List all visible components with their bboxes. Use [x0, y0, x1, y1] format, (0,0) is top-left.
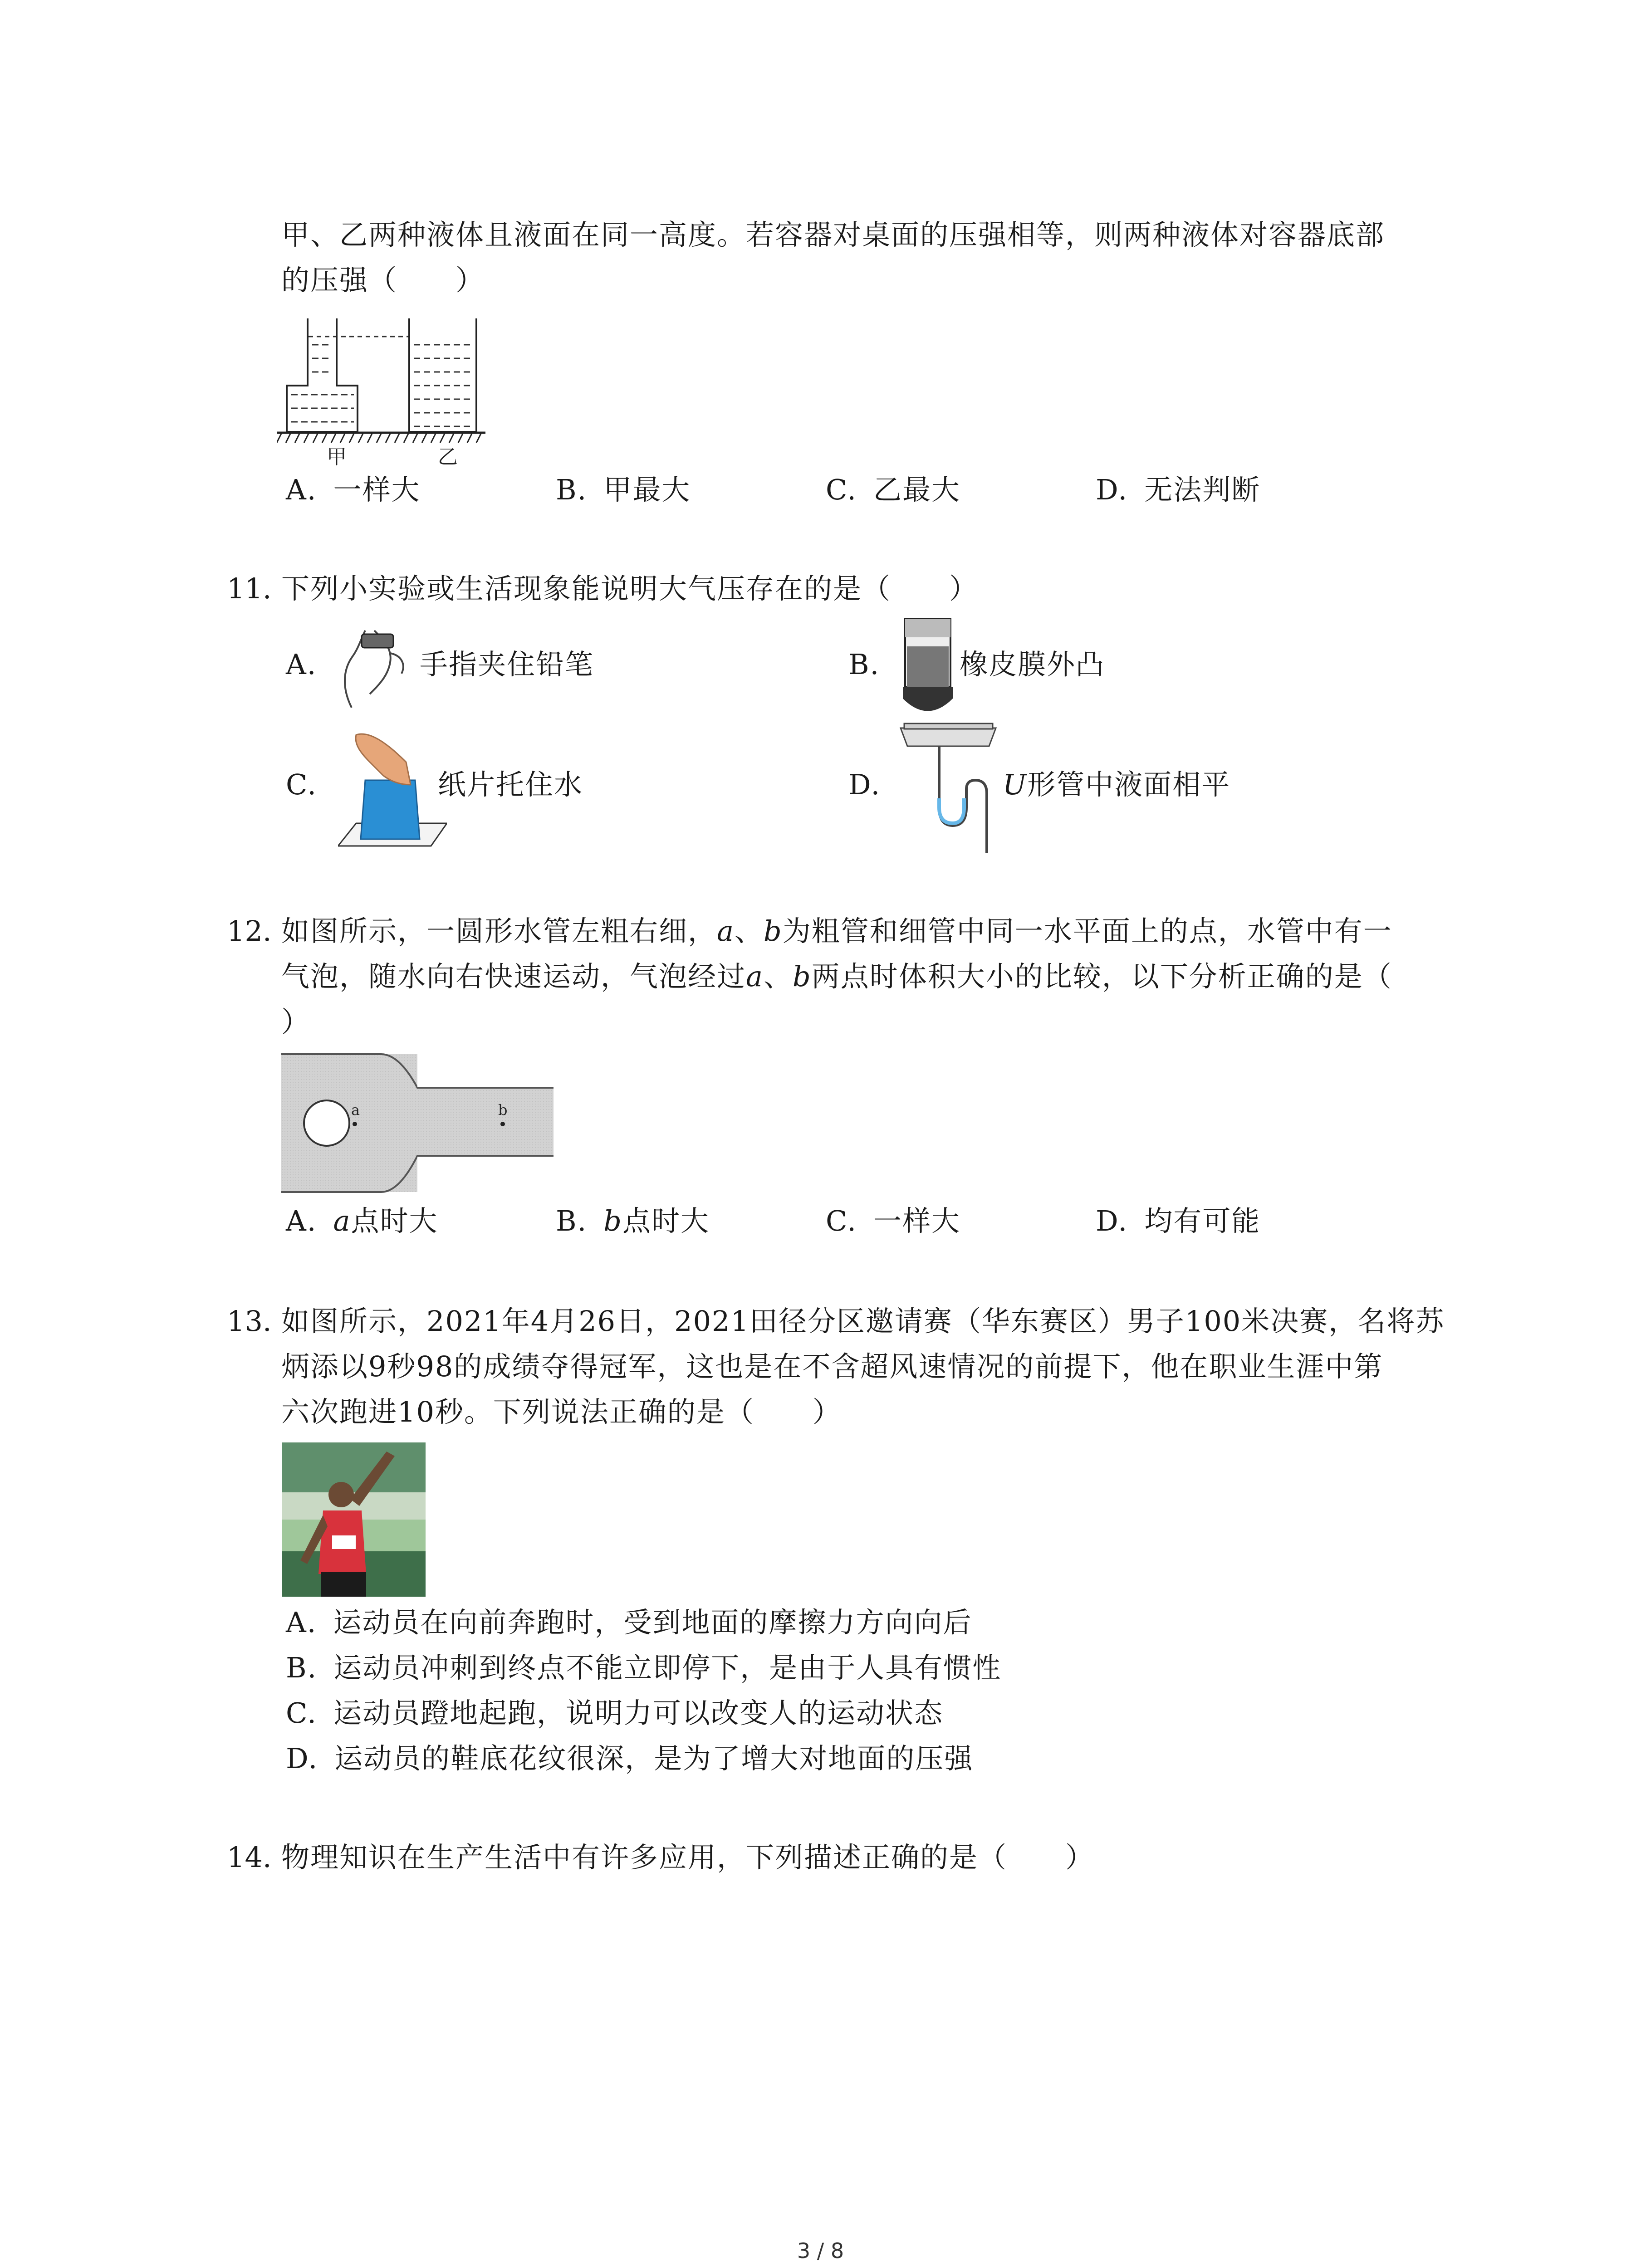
var-b: b — [764, 914, 783, 948]
q12-number: 12. — [227, 914, 272, 948]
option-text: 形管中液面相平 — [1027, 768, 1231, 801]
q13-option-d[interactable] — [286, 1740, 973, 1777]
membrane-tube-icon — [896, 615, 960, 723]
var-b: b — [603, 1204, 622, 1237]
option-letter: C. — [286, 1696, 317, 1730]
q11-option-d-letter[interactable]: D. — [848, 768, 881, 801]
q11-option-c-letter[interactable]: C. — [286, 768, 317, 801]
var-b: b — [793, 960, 812, 993]
option-letter: D. — [1096, 473, 1128, 506]
option-letter: A. — [286, 1606, 317, 1639]
option-letter: A. — [286, 473, 317, 506]
q11-option-a-text: 手指夹住铅笔 — [420, 648, 594, 681]
q11-number: 11. — [227, 572, 272, 605]
cup-paper-icon — [338, 726, 447, 853]
option-letter: B. — [556, 1204, 588, 1237]
option-text: 运动员蹬地起跑，说明力可以改变人的运动状态 — [333, 1696, 943, 1730]
option-letter: D. — [286, 1742, 318, 1775]
q13-stem-line1: 如图所示，2021年4月26日，2021田径分区邀请赛（华东赛区）男子100米决赛，名将苏 — [281, 1305, 1445, 1338]
page-number: 3 / 8 — [797, 2239, 844, 2263]
q10-option-c[interactable] — [826, 472, 960, 508]
u-tube-basin-icon — [896, 721, 1014, 853]
q12-option-d[interactable] — [1096, 1203, 1260, 1239]
q12-stem-line2 — [281, 958, 1392, 995]
option-letter: A. — [286, 1204, 317, 1237]
q10-label-jia: 甲 — [327, 445, 347, 469]
q11-option-c-text: 纸片托住水 — [438, 768, 583, 801]
option-text: 乙最大 — [873, 473, 960, 506]
option-letter: D. — [1096, 1204, 1128, 1237]
sprinter-photo — [282, 1442, 426, 1597]
option-text: 一样大 — [873, 1204, 960, 1237]
q12-option-c[interactable] — [826, 1203, 960, 1239]
q12-point-b-label: b — [498, 1101, 508, 1119]
option-text: 运动员的鞋底花纹很深，是为了增大对地面的压强 — [334, 1742, 974, 1775]
option-text: 运动员冲刺到终点不能立即停下，是由于人具有惯性 — [333, 1651, 1002, 1684]
q11-option-a-letter[interactable]: A. — [286, 648, 317, 681]
option-letter: B. — [556, 473, 588, 506]
q10-containers-figure — [277, 313, 485, 476]
q14-stem: 物理知识在生产生活中有许多应用，下列描述正确的是（ ） — [281, 1841, 1095, 1874]
q11-option-b-letter[interactable]: B. — [848, 648, 880, 681]
q13-stem-line2: 炳添以9秒98的成绩夺得冠军，这也是在不含超风速情况的前提下，他在职业生涯中第 — [281, 1350, 1383, 1383]
q13-number: 13. — [227, 1305, 272, 1338]
text-span: 、 — [763, 960, 793, 993]
q12-option-a[interactable] — [286, 1203, 438, 1239]
text-span: 气泡，随水向右快速运动，气泡经过 — [281, 960, 746, 993]
q10-option-a[interactable] — [286, 472, 421, 508]
q13-stem-line3: 六次跑进10秒。下列说法正确的是（ ） — [281, 1395, 842, 1428]
option-letter: B. — [286, 1651, 318, 1684]
q12-pipe-figure — [281, 1051, 554, 1201]
q11-option-d-text — [1003, 767, 1230, 803]
text-span: 如图所示，一圆形水管左粗右细， — [281, 914, 717, 948]
q13-option-a[interactable] — [286, 1604, 972, 1641]
q12-stem-line3: ） — [281, 1005, 311, 1038]
option-text: 无法判断 — [1144, 473, 1261, 506]
var-a: a — [333, 1204, 351, 1237]
q10-stem-line2: 的压强（ ） — [281, 264, 485, 297]
option-text: 均有可能 — [1144, 1204, 1261, 1237]
text-span: 为粗管和细管中同一水平面上的点，水管中有一 — [782, 914, 1392, 948]
u-var: U — [1003, 768, 1028, 801]
q14-number: 14. — [227, 1841, 272, 1874]
q10-option-d[interactable] — [1096, 472, 1260, 508]
text-span: 两点时体积大小的比较，以下分析正确的是（ — [811, 960, 1392, 993]
option-text: 一样大 — [333, 473, 421, 506]
option-text: 点时大 — [622, 1204, 710, 1237]
option-text: 运动员在向前奔跑时，受到地面的摩擦力方向向后 — [333, 1606, 972, 1639]
q13-option-c[interactable] — [286, 1695, 943, 1731]
q10-stem-line1: 甲、乙两种液体且液面在同一高度。若容器对桌面的压强相等，则两种液体对容器底部 — [281, 218, 1385, 251]
var-a: a — [717, 914, 735, 948]
option-text: 甲最大 — [603, 473, 691, 506]
text-span: 、 — [734, 914, 764, 948]
option-letter: C. — [826, 1204, 857, 1237]
q12-stem-line1 — [281, 913, 1392, 949]
var-a: a — [746, 960, 764, 993]
option-text: 点时大 — [351, 1204, 438, 1237]
q12-point-a-label: a — [351, 1101, 360, 1119]
option-letter: C. — [826, 473, 857, 506]
q13-option-b[interactable] — [286, 1650, 1001, 1686]
pencil-pinch-icon — [333, 621, 424, 712]
q11-option-b-text: 橡皮膜外凸 — [960, 648, 1105, 681]
q10-option-b[interactable] — [556, 472, 691, 508]
q11-stem: 下列小实验或生活现象能说明大气压存在的是（ ） — [281, 572, 979, 605]
q12-option-b[interactable] — [556, 1203, 710, 1239]
q10-label-yi: 乙 — [438, 445, 458, 469]
